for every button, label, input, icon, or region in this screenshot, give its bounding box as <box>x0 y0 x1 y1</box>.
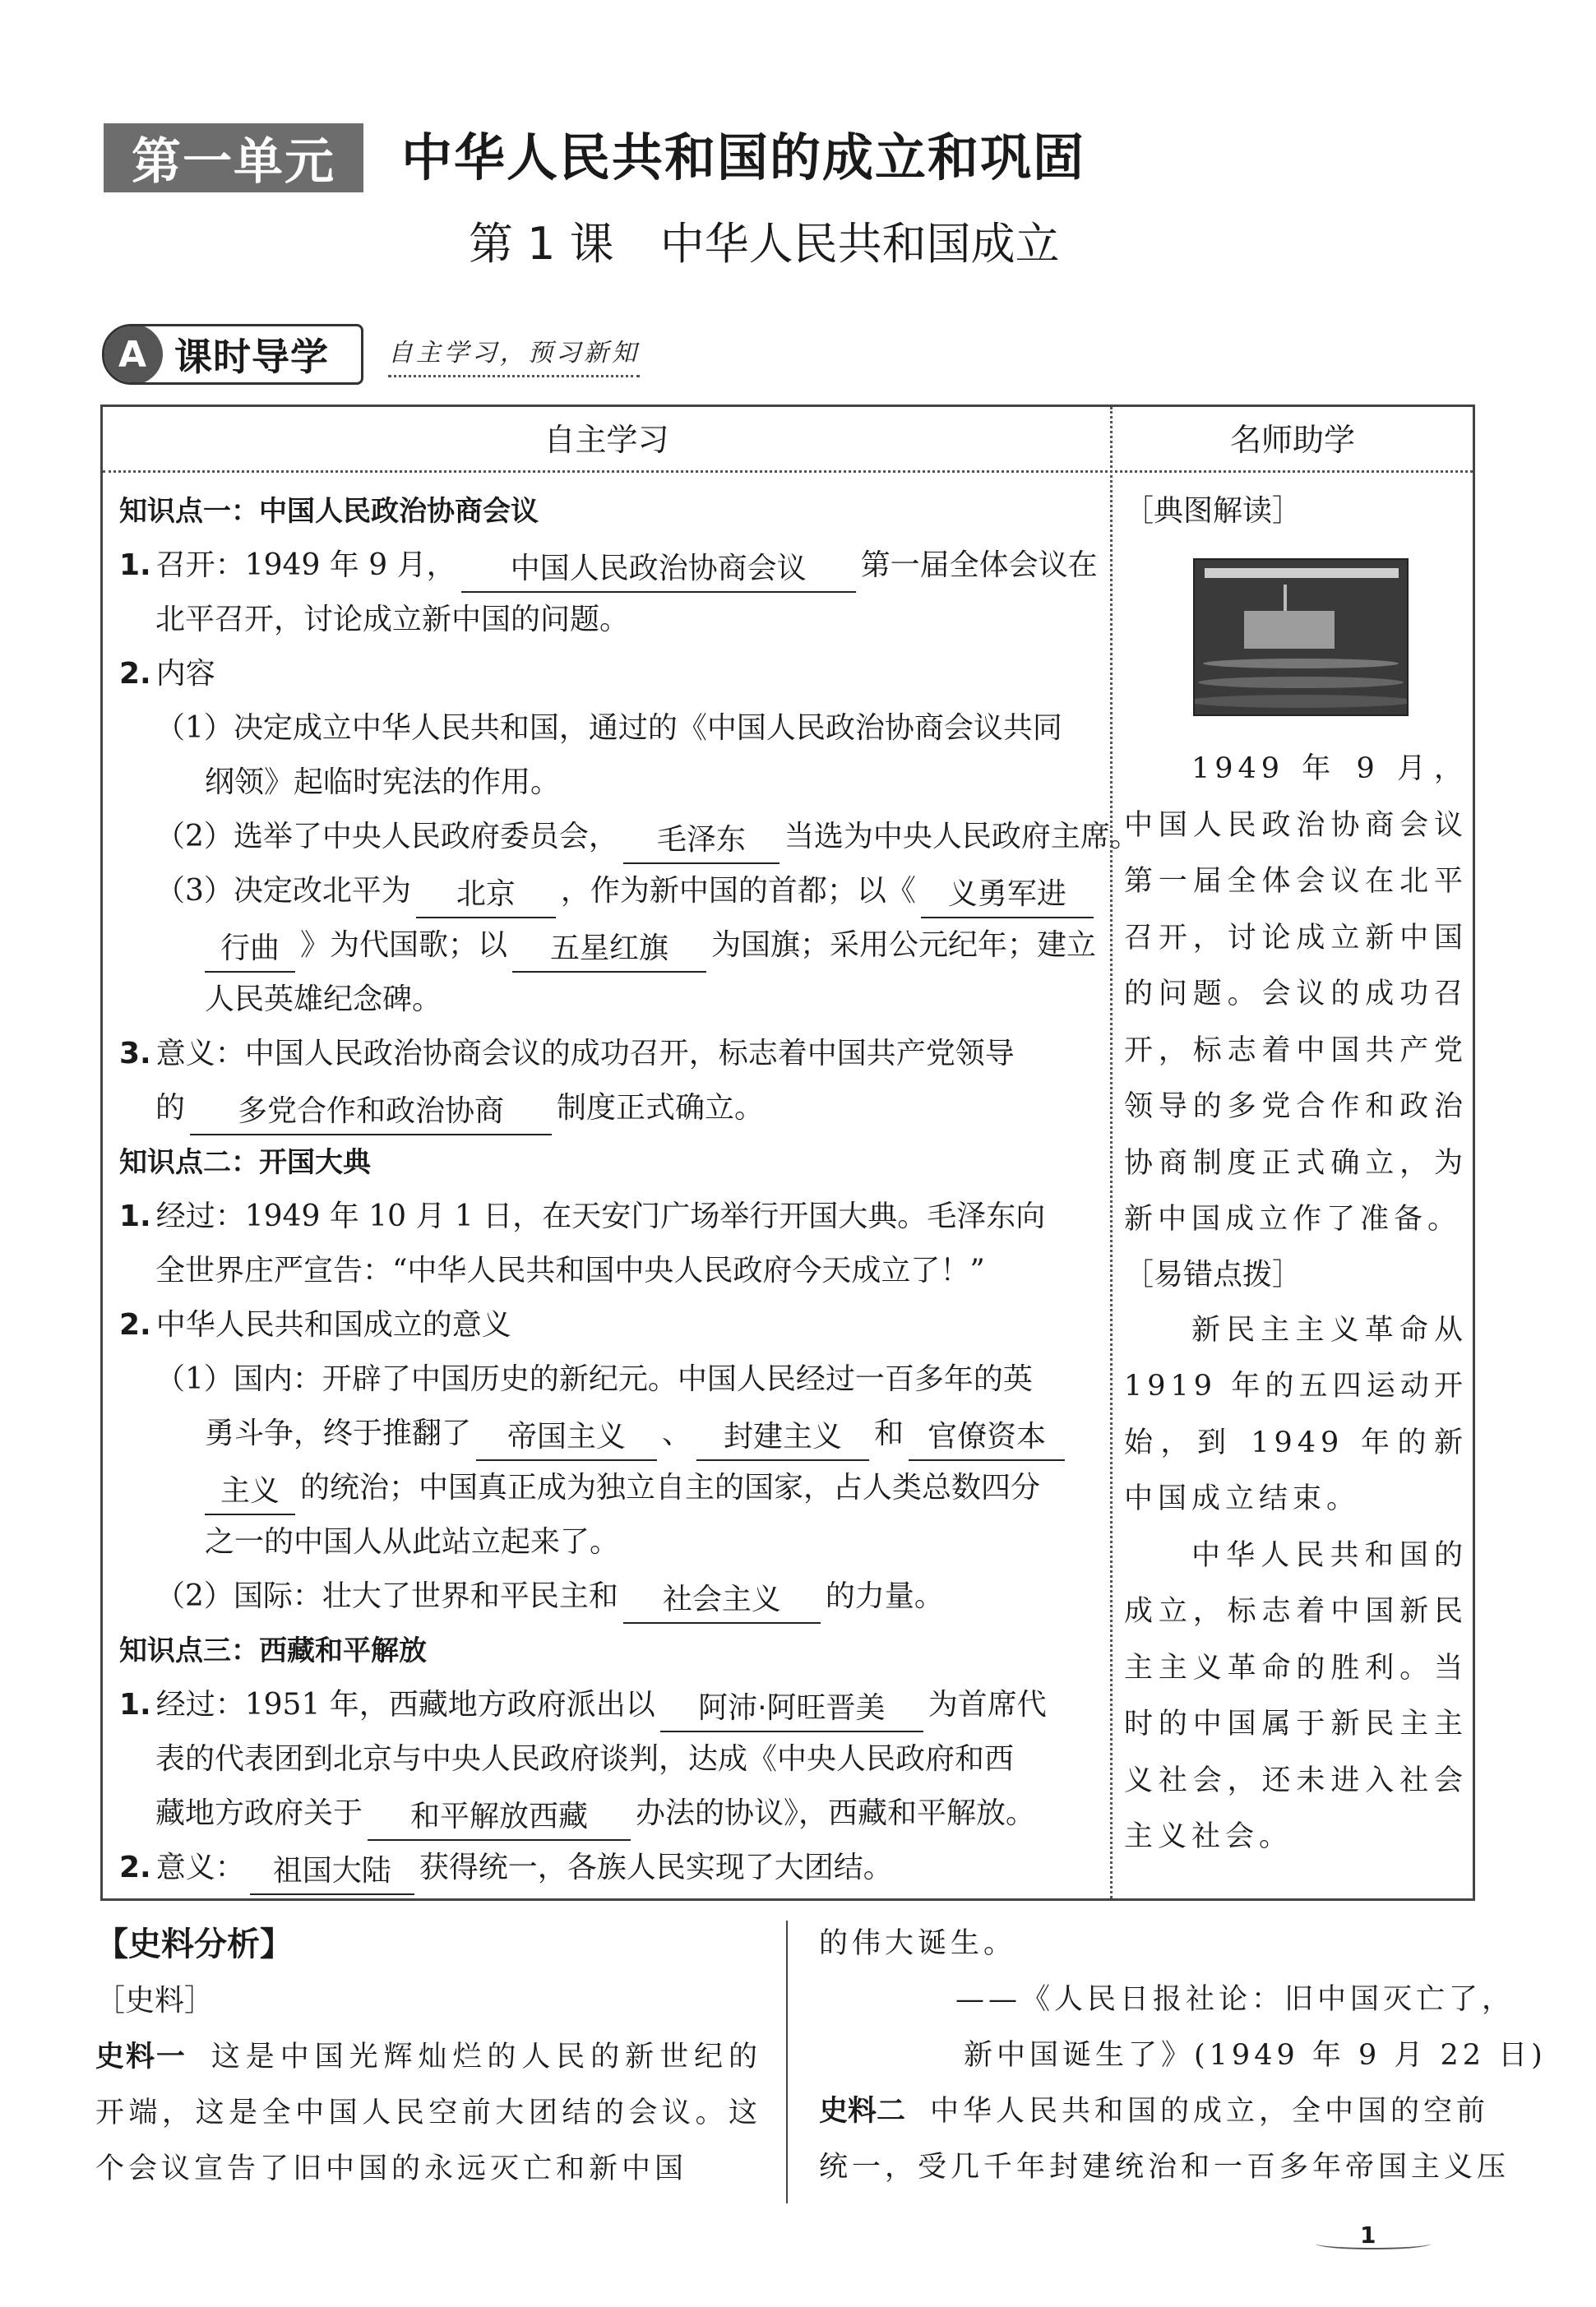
text-line: 之一的中国人从此站立起来了。 <box>205 1525 620 1559</box>
knowledge-point-2-title: 知识点二：开国大典 <box>119 1146 371 1179</box>
knowledge-point-1-title: 知识点一：中国人民政治协商会议 <box>119 495 539 528</box>
text-line: （1）国内：开辟了中国历史的新纪元。中国人民经过一百多年的英 <box>155 1362 1033 1396</box>
lesson-title <box>469 215 1060 273</box>
unit-title: 中华人民共和国的成立和巩固 <box>401 127 1086 187</box>
cppcc-photo <box>1193 558 1409 716</box>
source-citation: 新中国诞生了》(1949 年 9 月 22 日) <box>964 2039 1547 2072</box>
source-analysis-right <box>819 1916 1547 2195</box>
text-line: （2）选举了中央人民政府委员会， 毛泽东 当选为中央人民政府主席。 <box>119 810 1098 864</box>
source-1-label: 史料一 <box>95 2041 187 2074</box>
page-number: 1 <box>1360 2221 1376 2249</box>
image-explanation: 1949 年 9 月，中国人民政治协商会议第一届全体会议在北平召开，讨论成立新中国的问题。会议的成功召开，标志着中国共产党领导的多党合作和政治协商制度正式确立，为新中国成立作了准备。 <box>1124 752 1468 1236</box>
text-line: 2. 中华人民共和国成立的意义 <box>119 1308 511 1342</box>
answer-blank: 社会主义 <box>623 1579 821 1624</box>
answer-blank: 官僚资本 <box>909 1417 1065 1461</box>
teacher-help-column <box>1124 484 1468 1865</box>
self-study-column <box>119 484 1140 1895</box>
text-line: 表的代表团到北京与中央人民政府谈判，达成《中央人民政府和西 <box>155 1742 1015 1776</box>
text-line: （1）决定成立中华人民共和国，通过的《中国人民政治协商会议共同 <box>155 711 1062 745</box>
text-line: 的 多党合作和政治协商 制度正式确立。 <box>119 1081 1098 1135</box>
answer-blank: 北京 <box>416 874 556 918</box>
text-line: 纲领》起临时宪法的作用。 <box>205 765 561 799</box>
text-line: 行曲 》为代国歌；以 五星红旗 为国旗；采用公元纪年；建立 <box>119 918 1098 973</box>
left-column-header: 自主学习 <box>544 422 669 458</box>
section-a-header <box>102 324 640 385</box>
table-header <box>103 407 1473 473</box>
mistake-note-2: 中华人民共和国的成立，标志着中国新民主主义革命的胜利。当时的中国属于新民主主义社会，还未进入社会主义社会。 <box>1124 1538 1468 1853</box>
answer-blank: 中国人民政治协商会议 <box>461 548 856 593</box>
text-line: 人民英雄纪念碑。 <box>205 982 442 1016</box>
source-citation: ——《人民日报社论：旧中国灭亡了， <box>955 1983 1515 2016</box>
source-1-text: 史料一 这是中国光辉灿烂的人民的新世纪的开端，这是全中国人民空前大团结的会议。这个会议宣告了旧中国的永远灭亡和新中国 <box>95 2041 761 2185</box>
text-line: 主义 的统治；中国真正成为独立自主的国家，占人类总数四分 <box>119 1461 1098 1515</box>
text-line: 勇斗争，终于推翻了 帝国主义 、 封建主义 和 官僚资本 <box>119 1407 1098 1461</box>
unit-badge: 第一单元 <box>104 123 363 192</box>
answer-blank: 主义 <box>205 1471 295 1515</box>
right-column-header: 名师助学 <box>1229 422 1355 458</box>
answer-blank: 多党合作和政治协商 <box>190 1091 552 1135</box>
answer-blank: 祖国大陆 <box>250 1851 414 1895</box>
answer-blank: 阿沛·阿旺晋美 <box>660 1688 923 1732</box>
column-divider <box>786 1921 788 2203</box>
answer-blank: 毛泽东 <box>623 820 779 864</box>
lesson-number: 第 1 课 <box>469 218 614 270</box>
section-subtitle: 自主学习，预习新知 <box>388 332 640 377</box>
text-line: 1. 召开：1949 年 9 月， 中国人民政治协商会议 第一届全体会议在 <box>119 539 1098 593</box>
source-2-label: 史料二 <box>819 2095 906 2128</box>
text-line: 1. 经过：1949 年 10 月 1 日，在天安门广场举行开国大典。毛泽东向 <box>119 1200 1046 1233</box>
text-line: 统一，受几千年封建统治和一百多年帝国主义压 <box>819 2151 1510 2184</box>
unit-header <box>104 123 363 192</box>
text-line: 2. 意义： 祖国大陆 获得统一，各族人民实现了大团结。 <box>119 1841 1098 1895</box>
section-label: 课时导学 <box>174 335 329 379</box>
section-a-badge <box>102 324 363 385</box>
text-line: （3）决定改北平为 北京 ，作为新中国的首都；以《 义勇军进 <box>119 864 1098 918</box>
section-letter: A <box>102 324 163 385</box>
source-analysis-heading: 【史料分析】 <box>95 1926 293 1963</box>
common-mistake-tag: ［易错点拨］ <box>1124 1257 1302 1292</box>
text-line: 全世界庄严宣告：“中华人民共和国中央人民政府今天成立了！” <box>155 1254 985 1288</box>
answer-blank: 和平解放西藏 <box>368 1796 631 1841</box>
answer-blank: 义勇军进 <box>921 874 1094 918</box>
lesson-name: 中华人民共和国成立 <box>659 218 1060 270</box>
text-line: 北平召开，讨论成立新中国的问题。 <box>155 603 630 636</box>
answer-blank: 五星红旗 <box>512 928 706 973</box>
page-ornament <box>1316 2238 1431 2249</box>
source-2-text: 史料二 中华人民共和国的成立，全中国的空前 <box>819 2095 1490 2128</box>
text-line: 3. 意义：中国人民政治协商会议的成功召开，标志着中国共产党领导 <box>119 1037 1015 1070</box>
column-divider <box>1110 407 1113 1898</box>
source-analysis-left <box>95 1916 761 2197</box>
text-line: 藏地方政府关于 和平解放西藏 办法的协议》，西藏和平解放。 <box>119 1787 1098 1841</box>
source-tag: ［史料］ <box>95 1984 215 2018</box>
text-line: 的伟大诞生。 <box>819 1927 1017 1960</box>
knowledge-point-3-title: 知识点三：西藏和平解放 <box>119 1634 427 1667</box>
text-line: （2）国际：壮大了世界和平民主和 社会主义 的力量。 <box>119 1570 1098 1624</box>
answer-blank: 帝国主义 <box>476 1417 657 1461</box>
text-line: 2. 内容 <box>119 657 215 691</box>
typical-image-tag: ［典图解读］ <box>1124 494 1302 528</box>
study-table <box>100 405 1475 1901</box>
answer-blank: 封建主义 <box>696 1417 869 1461</box>
text-line: 1. 经过：1951 年，西藏地方政府派出以 阿沛·阿旺晋美 为首席代 <box>119 1678 1098 1732</box>
photo-caption-strip <box>1205 568 1399 578</box>
mistake-note-1: 新民主主义革命从 1919 年的五四运动开始，到 1949 年的新中国成立结束。 <box>1124 1313 1468 1515</box>
answer-blank: 行曲 <box>205 928 295 973</box>
